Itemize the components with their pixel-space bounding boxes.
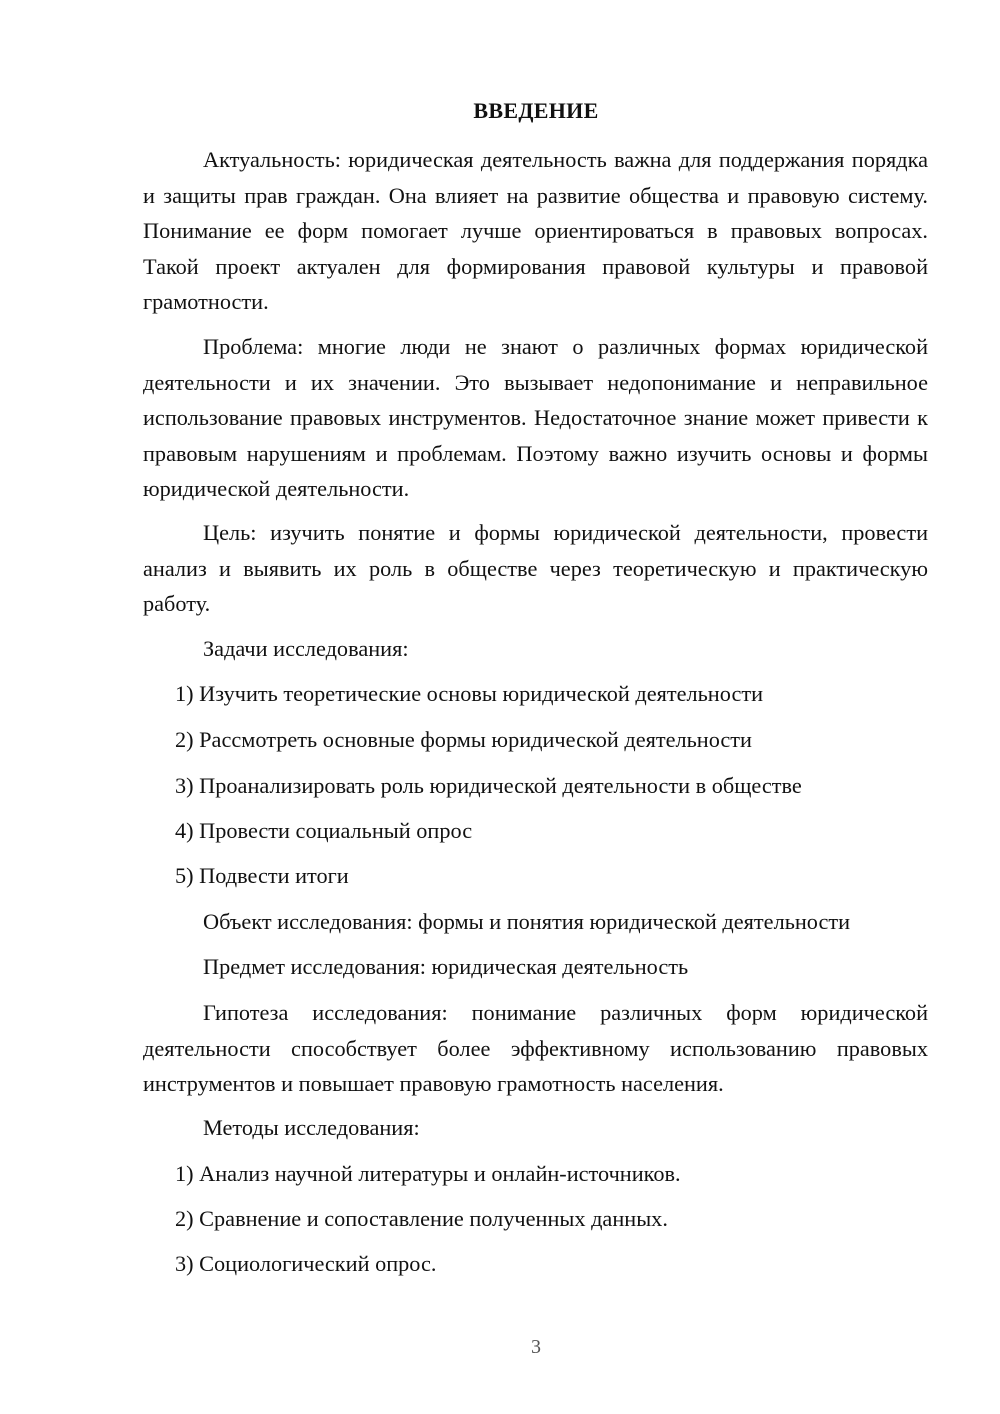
method-item: 2) Сравнение и сопоставление полученных данных. (175, 1206, 668, 1231)
research-object: Объект исследования: формы и понятия юридической деятельности (203, 909, 851, 934)
relevance-paragraph: Актуальность: юридическая деятельность важна для поддержания порядка и защиты прав граждан. Она влияет на развитие общества и правовую систему. Понимание ее форм помогает лучше ориентироваться в правовых вопросах. Такой проект актуален для формирования правовой культуры и правовой грамотности. (143, 147, 928, 314)
problem-paragraph: Проблема: многие люди не знают о различных формах юридической деятельности и их значении. Это вызывает недопонимание и неправильное использование правовых инструментов. Недостаточное знание может привести к правовым нарушениям и проблемам. Поэтому важно изучить основы и формы юридической деятельности. (143, 334, 928, 501)
task-item: 1) Изучить теоретические основы юридической деятельности (175, 681, 764, 706)
page-number: 3 (531, 1336, 541, 1358)
page-title: ВВЕДЕНИЕ (473, 98, 599, 123)
task-item: 3) Проанализировать роль юридической деятельности в обществе (175, 773, 802, 798)
task-item: 4) Провести социальный опрос (175, 818, 473, 843)
goal-paragraph: Цель: изучить понятие и формы юридической деятельности, провести анализ и выявить их роль в обществе через теоретическую и практическую работу. (143, 520, 928, 616)
task-item: 5) Подвести итоги (175, 863, 349, 888)
hypothesis-paragraph: Гипотеза исследования: понимание различных форм юридической деятельности способствует более эффективному использованию правовых инструментов и повышает правовую грамотность населения. (143, 1000, 928, 1096)
methods-heading: Методы исследования: (203, 1115, 420, 1140)
task-item: 2) Рассмотреть основные формы юридической деятельности (175, 727, 752, 752)
tasks-heading: Задачи исследования: (203, 636, 409, 661)
method-item: 1) Анализ научной литературы и онлайн-источников. (175, 1161, 681, 1186)
method-item: 3) Социологический опрос. (175, 1251, 437, 1276)
research-subject: Предмет исследования: юридическая деятельность (203, 954, 689, 979)
